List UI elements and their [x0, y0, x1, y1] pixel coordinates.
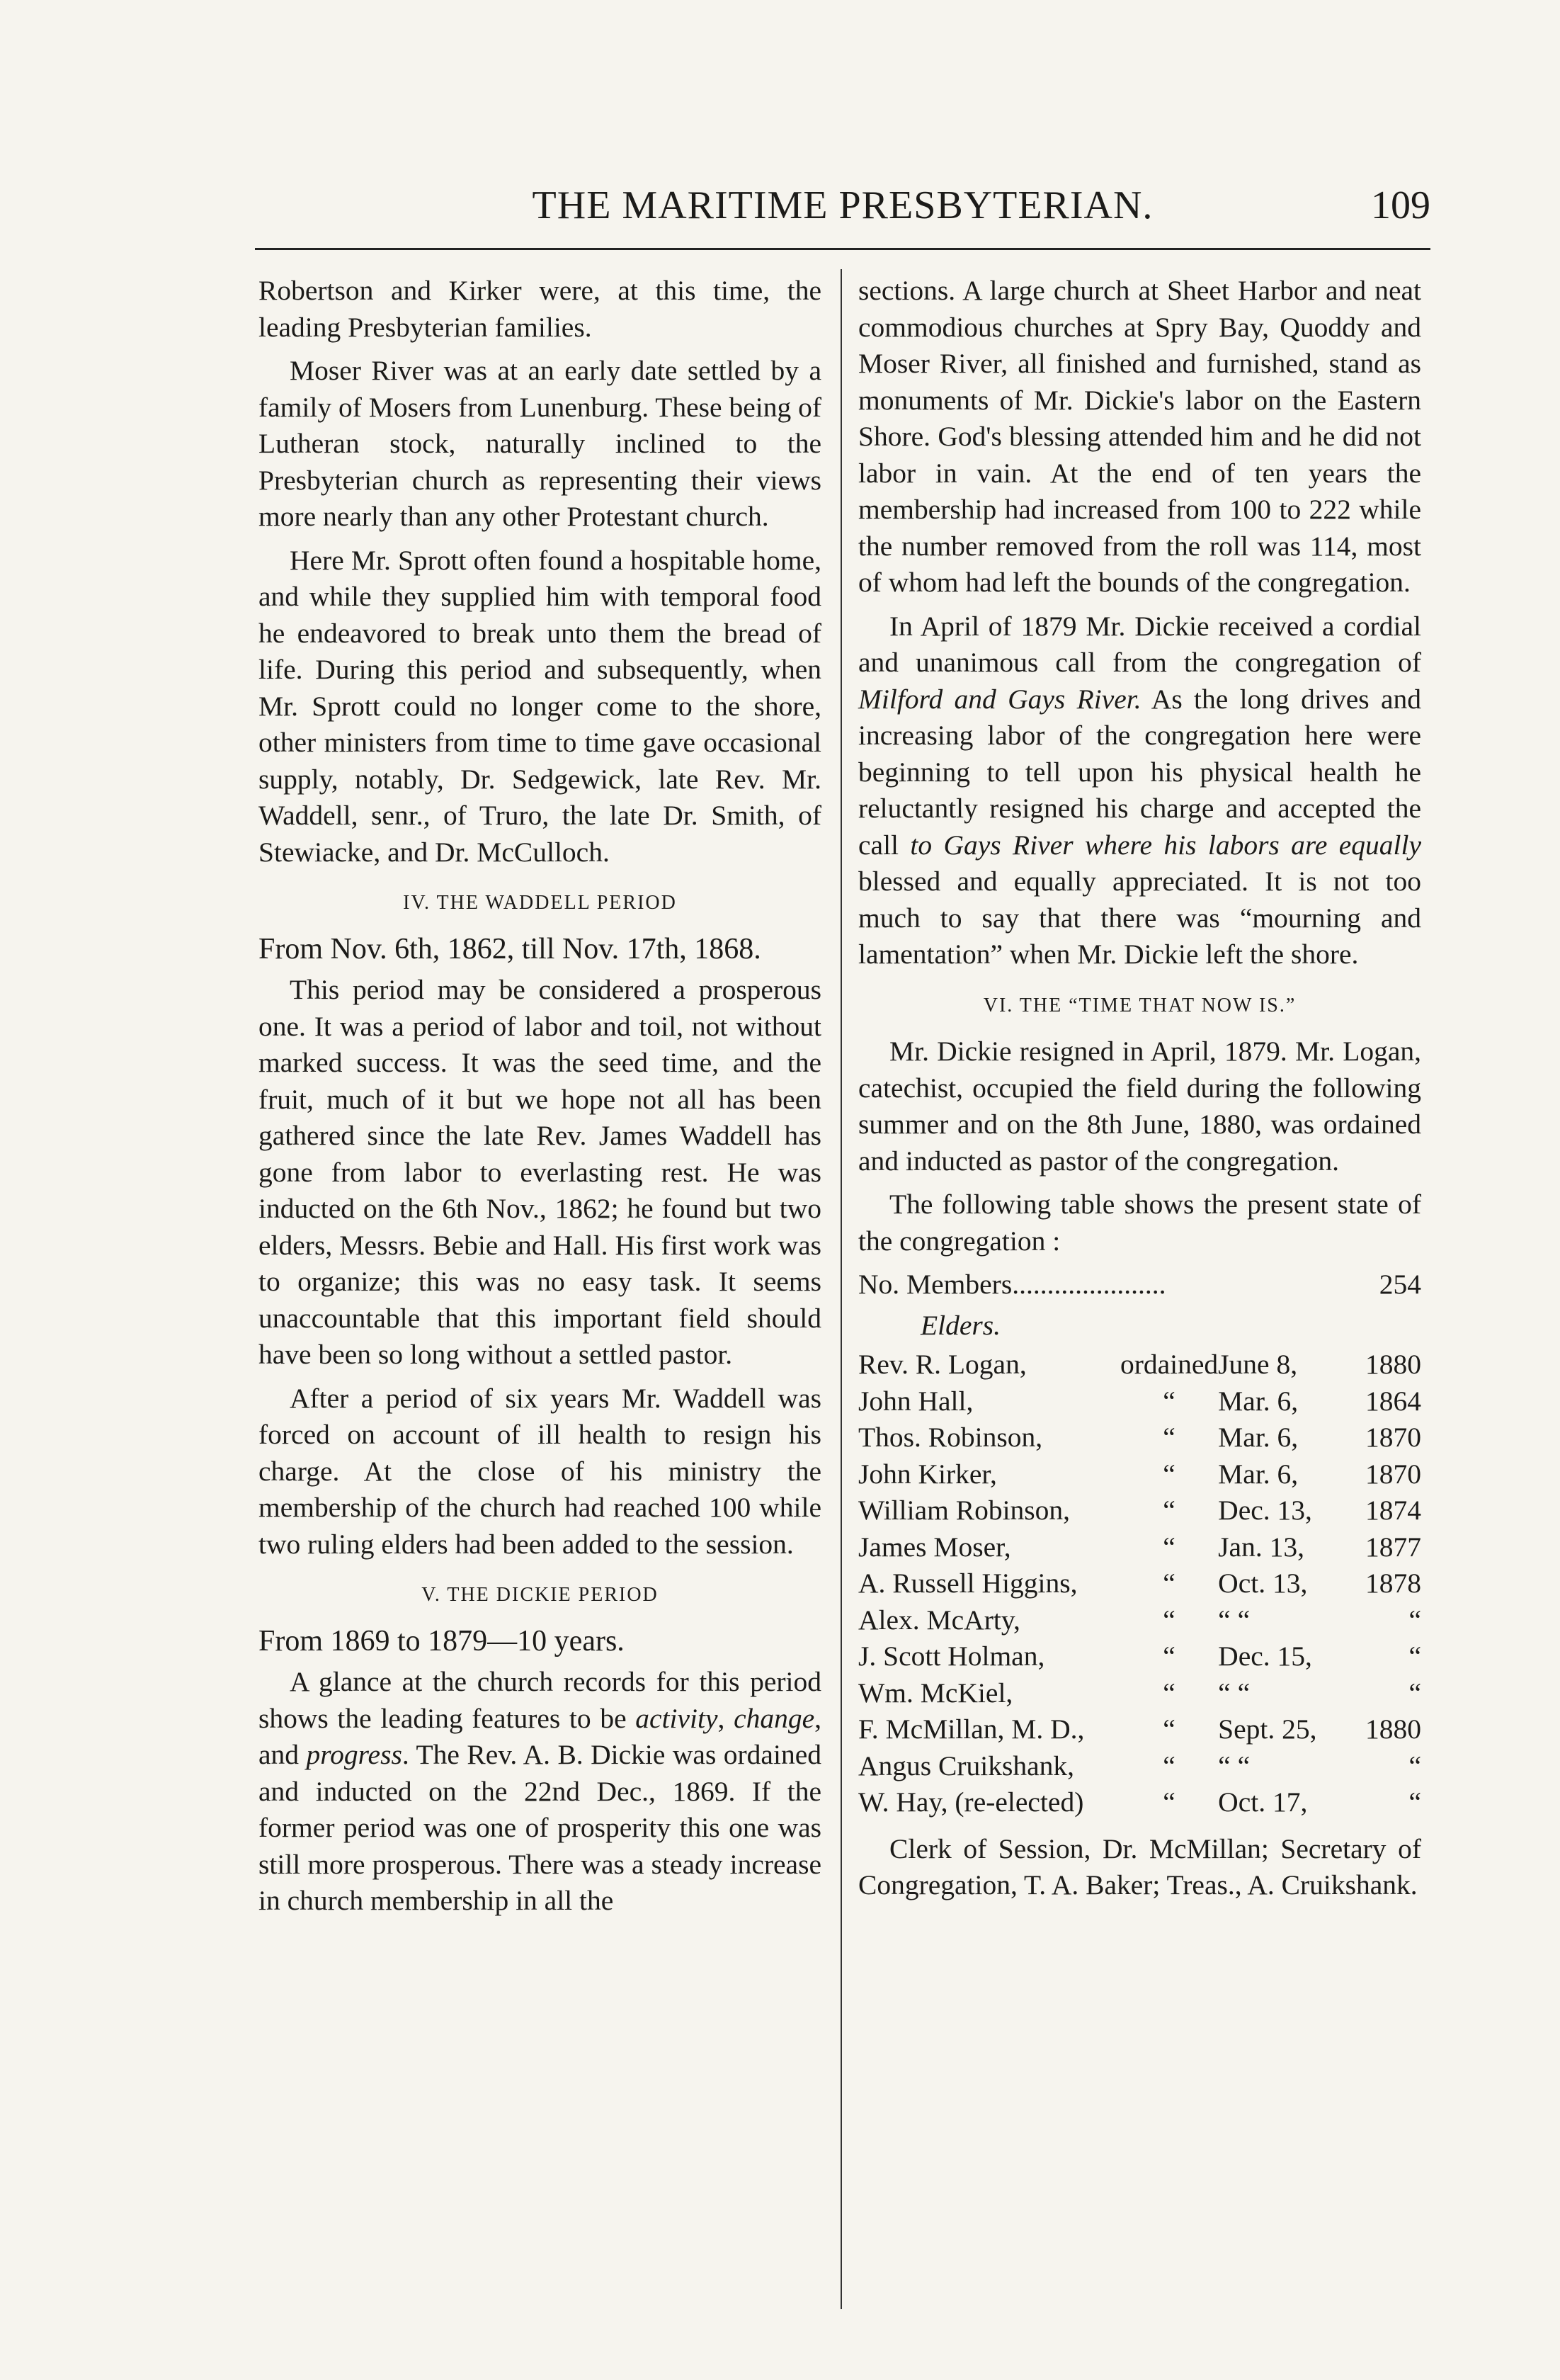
- ordination-year: 1877: [1365, 1531, 1421, 1563]
- ordination-date: “ “: [1218, 1604, 1251, 1636]
- ordination-year: 1880: [1365, 1349, 1421, 1380]
- paragraph: Here Mr. Sprott often found a hospitable home, and while they supplied him with temporal food he endeavored to break unto them the bread of life. During this period and subsequently, when Mr. Sprott could no longer come to the shore, other ministers from time to time gave occasional supply, notably, Dr. Sedgewick, late Rev. Mr. Waddell, senr., of Truro, the late Dr. Smith, of Stewiacke, and Dr. McCulloch.: [258, 544, 821, 868]
- elder-name: Rev. R. Logan,: [858, 1349, 1027, 1380]
- ordination-year: “: [1408, 1750, 1421, 1781]
- elder-name: Alex. McArty,: [858, 1604, 1020, 1636]
- elder-name: Thos. Robinson,: [858, 1422, 1043, 1453]
- paragraph: After a period of six years Mr. Waddell was forced on account of ill health to resign his charge. At the close of his ministry the membership of the church had reached 100 while two ruling elders had been added to the session.: [258, 1382, 821, 1560]
- paragraph: Moser River was at an early date settled by a family of Mosers from Lunenburg. These being of Lutheran stock, naturally inclined to the Presbyterian church as representing their views more nearly than any other Protestant church.: [258, 355, 821, 532]
- ordination-date: “ “: [1218, 1677, 1251, 1708]
- table-row: [858, 1565, 1421, 1602]
- ordination-year: “: [1408, 1786, 1421, 1818]
- italic-text: to Gays River where his labors are equally: [910, 829, 1421, 861]
- elders-table: [858, 1347, 1421, 1821]
- ordination-year: 1874: [1365, 1495, 1421, 1526]
- ordination-date: Mar. 6,: [1218, 1458, 1299, 1490]
- ordained-mark: “: [1163, 1568, 1175, 1599]
- period-dates: From 1869 to 1879—10 years.: [258, 1624, 625, 1658]
- ordained-mark: “: [1163, 1750, 1175, 1781]
- elder-name: F. McMillan, M. D.,: [858, 1713, 1085, 1745]
- paragraph: [258, 1664, 821, 1920]
- table-row: [858, 1748, 1421, 1785]
- elder-name: James Moser,: [858, 1531, 1011, 1563]
- ordained-mark: ordained: [1120, 1349, 1219, 1380]
- dot-leader: ......................: [1012, 1269, 1166, 1300]
- ordination-year: 1870: [1365, 1458, 1421, 1490]
- members-count: 254: [1379, 1269, 1421, 1300]
- running-title: THE MARITIME PRESBYTERIAN.: [532, 183, 1154, 227]
- ordained-mark: “: [1163, 1604, 1175, 1636]
- section-heading: VI. THE “TIME THAT NOW IS.”: [983, 994, 1297, 1016]
- page-number: 109: [1371, 183, 1430, 227]
- text-run: . The Rev. A. B. Dickie was ordained and inducted on the 22nd Dec., 1869. If the former period was one of prosperity this one was still more prosperous. There was a steady increase in church membership in all the: [258, 1739, 821, 1916]
- ordination-year: “: [1408, 1604, 1421, 1636]
- ordained-mark: “: [1163, 1640, 1175, 1672]
- table-row: [858, 1420, 1421, 1456]
- ordained-mark: “: [1163, 1422, 1175, 1453]
- italic-text: Milford and Gays River.: [858, 683, 1141, 715]
- table-row: [858, 1456, 1421, 1493]
- table-row: [858, 1529, 1421, 1566]
- ordained-mark: “: [1163, 1458, 1175, 1490]
- ordained-mark: “: [1163, 1677, 1175, 1708]
- section-heading: V. THE DICKIE PERIOD: [421, 1584, 659, 1606]
- ordained-mark: “: [1163, 1531, 1175, 1563]
- table-row: [858, 1602, 1421, 1639]
- left-column: [258, 273, 821, 1927]
- ordination-date: Sept. 25,: [1218, 1713, 1317, 1745]
- elder-name: John Kirker,: [858, 1458, 997, 1490]
- right-column: [858, 273, 1421, 1911]
- paragraph: Mr. Dickie resigned in April, 1879. Mr. Logan, catechist, occupied the field during the following summer and on the 8th June, 1880, was ordained and inducted as pastor of the congregation.: [858, 1036, 1421, 1177]
- paragraph: The following table shows the present state of the congregation :: [858, 1189, 1421, 1257]
- ordination-year: 1864: [1365, 1385, 1421, 1417]
- page-header: [255, 183, 1430, 246]
- ordination-date: Dec. 13,: [1218, 1495, 1312, 1526]
- table-row: [858, 1711, 1421, 1748]
- ordination-year: 1870: [1365, 1422, 1421, 1453]
- ordination-date: “ “: [1218, 1750, 1251, 1781]
- italic-text: progress: [306, 1739, 402, 1770]
- elder-name: John Hall,: [858, 1385, 974, 1417]
- table-row: [858, 1675, 1421, 1712]
- ordination-date: Jan. 13,: [1218, 1531, 1304, 1563]
- paragraph: [858, 608, 1421, 973]
- text-run: As the long drives and increasing labor of the congregation here were beginning to tell upon his physical health he reluctantly resigned his charge and accepted the call: [858, 683, 1421, 861]
- italic-text: change: [734, 1702, 815, 1734]
- header-rule: [255, 248, 1430, 250]
- elder-name: W. Hay, (re-elected): [858, 1786, 1084, 1818]
- text-run: blessed and equally appreciated. It is not too much to say that there was “mourning and lamentation” when Mr. Dickie left the shore.: [858, 866, 1421, 970]
- text-run: , and: [258, 1702, 822, 1770]
- ordination-year: 1878: [1365, 1568, 1421, 1599]
- ordained-mark: “: [1163, 1786, 1175, 1818]
- table-row: [858, 1492, 1421, 1529]
- ordination-date: Mar. 6,: [1218, 1385, 1299, 1417]
- text-run: ,: [717, 1702, 734, 1734]
- ordination-year: “: [1408, 1640, 1421, 1672]
- elder-name: A. Russell Higgins,: [858, 1568, 1078, 1599]
- table-row: [858, 1638, 1421, 1675]
- elder-name: Wm. McKiel,: [858, 1677, 1013, 1708]
- elder-name: William Robinson,: [858, 1495, 1071, 1526]
- ordination-date: Mar. 6,: [1218, 1422, 1299, 1453]
- paragraph: This period may be considered a prosperous one. It was a period of labor and toil, not without marked success. It was the seed time, and the fruit, much of it but we hope not all has been gathered since the late Rev. James Waddell has gone from labor to everlasting rest. He was inducted on the 6th Nov., 1862; he found but two elders, Messrs. Bebie and Hall. His first work was to organize; this was no easy task. It seems unaccountable that this important field should have been so long without a settled pastor.: [258, 974, 821, 1370]
- column-divider: [841, 269, 842, 2309]
- paragraph: Clerk of Session, Dr. McMillan; Secretary of Congregation, T. A. Baker; Treas., A. Cruikshank.: [858, 1832, 1421, 1900]
- table-row: [858, 1347, 1421, 1383]
- ordination-date: Oct. 13,: [1218, 1568, 1308, 1599]
- table-row: [858, 1383, 1421, 1420]
- ordained-mark: “: [1163, 1385, 1175, 1417]
- ordination-date: June 8,: [1218, 1349, 1298, 1380]
- ordination-year: “: [1408, 1677, 1421, 1708]
- elder-name: Angus Cruikshank,: [858, 1750, 1075, 1781]
- text-run: A glance at the church records for this period shows the leading features to be: [258, 1666, 821, 1734]
- elder-name: J. Scott Holman,: [858, 1640, 1045, 1672]
- paragraph: sections. A large church at Sheet Harbor and neat commodious churches at Spry Bay, Quoddy and Moser River, all finished and furnished, stand as monuments of Mr. Dickie's labor on the Eastern Shore. God's blessing attended him and he did not labor in vain. At the end of ten years the membership had increased from 100 to 222 while the number removed from the roll was 114, most of whom had left the bounds of the congregation.: [858, 275, 1421, 598]
- members-stat: [858, 1266, 1421, 1303]
- ordained-mark: “: [1163, 1495, 1175, 1526]
- period-dates: From Nov. 6th, 1862, till Nov. 17th, 1868.: [258, 932, 761, 965]
- table-row: [858, 1784, 1421, 1821]
- ordination-date: Oct. 17,: [1218, 1786, 1308, 1818]
- elders-table-body: [858, 1347, 1421, 1821]
- elders-label: Elders.: [921, 1309, 1001, 1341]
- ordained-mark: “: [1163, 1713, 1175, 1745]
- ordination-date: Dec. 15,: [1218, 1640, 1312, 1672]
- section-heading: IV. THE WADDELL PERIOD: [403, 892, 677, 914]
- italic-text: activity: [635, 1702, 718, 1734]
- members-label: No. Members: [858, 1269, 1013, 1300]
- ordination-year: 1880: [1365, 1713, 1421, 1745]
- paragraph: Robertson and Kirker were, at this time, the leading Presbyterian families.: [258, 275, 821, 343]
- text-run: In April of 1879 Mr. Dickie received a cordial and unanimous call from the congregation of: [858, 610, 1421, 678]
